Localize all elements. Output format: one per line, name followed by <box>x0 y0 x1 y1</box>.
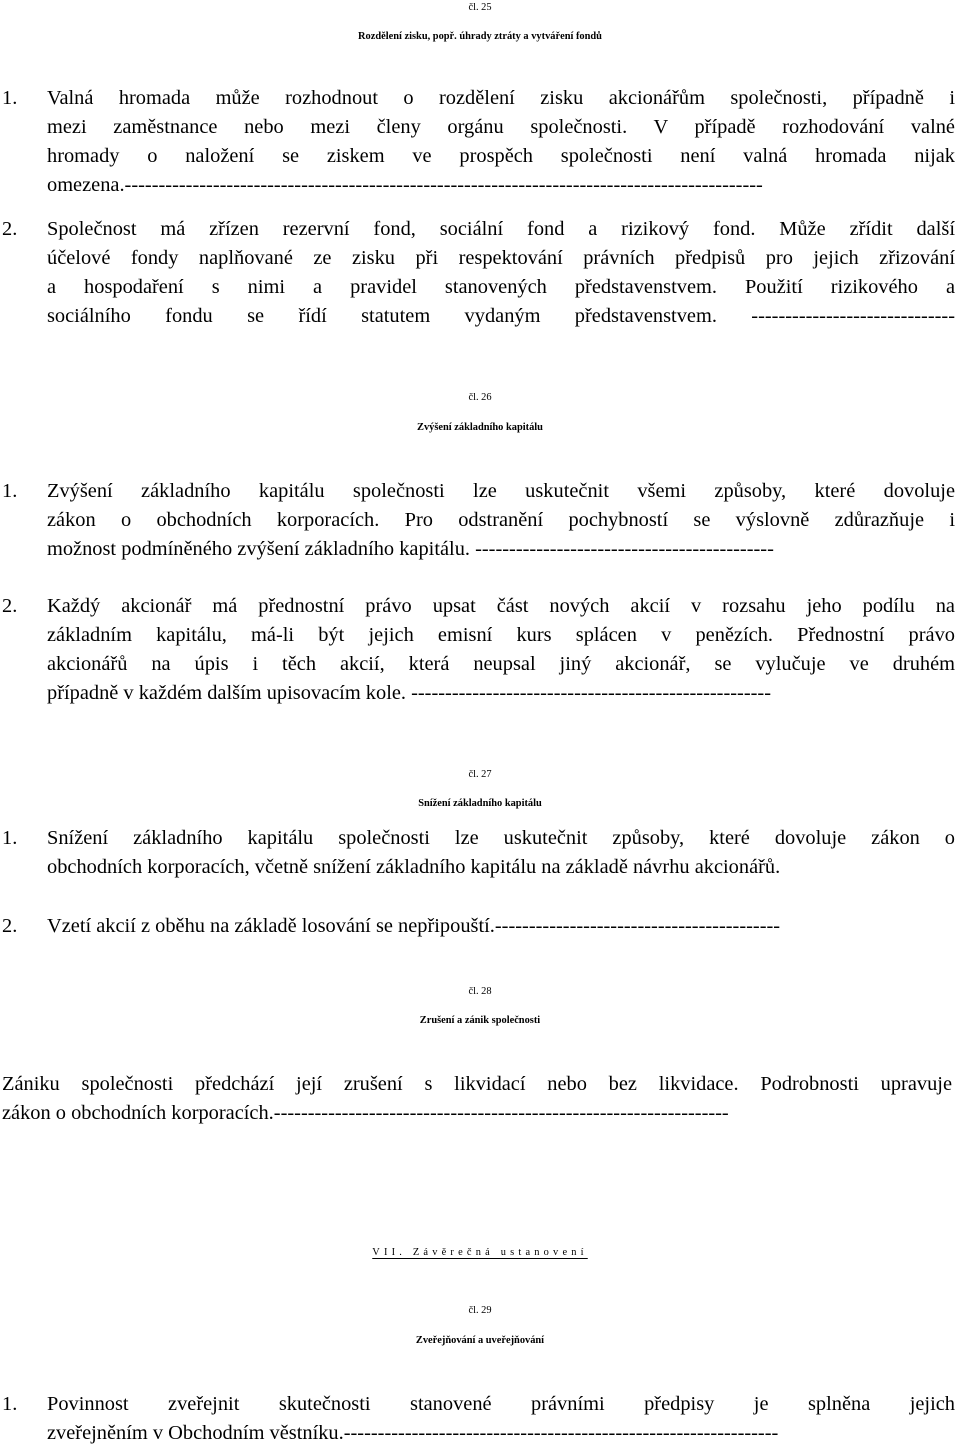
article-29-number: čl. 29 <box>468 1305 492 1316</box>
article-26-para-1-marker: 1. <box>2 480 18 502</box>
article-25-title: Rozdělení zisku, popř. úhrady ztráty a vytváření fondů <box>358 31 602 42</box>
article-27-number: čl. 27 <box>468 769 492 780</box>
article-26-para-2-marker: 2. <box>2 595 18 617</box>
article-26-para-1-line: Zvýšení základního kapitálu společnosti lze uskutečnit všemi způsoby, které dovoluje <box>47 480 955 502</box>
article-26-para-1-line: možnost podmíněného zvýšení základního kapitálu. -------------------------------------------- <box>47 538 774 560</box>
article-26-number: čl. 26 <box>468 392 492 403</box>
article-25-para-2-line: účelové fondy naplňované ze zisku při respektování právních předpisů pro jejich zřizování <box>47 247 955 269</box>
article-25-para-2-line: Společnost má zřízen rezervní fond, sociální fond a rizikový fond. Může zřídit další <box>47 218 955 240</box>
article-29-para-1-line: zveřejněním v Obchodním věstníku.---------------------------------------------------------------- <box>47 1422 779 1444</box>
article-27-title: Snížení základního kapitálu <box>418 798 542 809</box>
article-27-para-2-marker: 2. <box>2 915 18 937</box>
article-28-para-line: zákon o obchodních korporacích.------------------------------------------------------------------- <box>2 1102 729 1124</box>
article-25-number: čl. 25 <box>468 2 492 13</box>
article-25-para-1-line: Valná hromada může rozhodnout o rozdělení zisku akcionářům společnosti, případně i <box>47 87 955 109</box>
article-25-para-2-marker: 2. <box>2 218 18 240</box>
article-25-para-2-line: a hospodaření s nimi a pravidel stanovených představenstvem. Použití rizikového a <box>47 276 955 298</box>
article-25-para-1-line: mezi zaměstnance nebo mezi členy orgánu společnosti. V případě rozhodování valné <box>47 116 955 138</box>
article-29-para-1-line: Povinnost zveřejnit skutečnosti stanovené právními předpisy je splněna jejich <box>47 1393 955 1415</box>
article-26-para-2-line: akcionářů na úpis i těch akcií, která neupsal jiný akcionář, se vylučuje ve druhém <box>47 653 955 675</box>
article-26-para-2-line: případně v každém dalším upisovacím kole. ----------------------------------------------------- <box>47 682 771 704</box>
article-25-para-1-line: omezena.---------------------------------------------------------------------------------------------- <box>47 174 763 196</box>
article-28-title: Zrušení a zánik společnosti <box>419 1015 541 1026</box>
article-29-title: Zveřejňování a uveřejňování <box>415 1335 545 1346</box>
article-25-para-1-marker: 1. <box>2 87 18 109</box>
article-26-para-2-line: základním kapitálu, má-li být jejich emisní kurs splácen v penězích. Přednostní právo <box>47 624 955 646</box>
article-27-para-2-line: Vzetí akcií z oběhu na základě losování se nepřipouští.------------------------------------------ <box>47 915 781 937</box>
article-28-number: čl. 28 <box>468 986 492 997</box>
article-27-para-1-marker: 1. <box>2 827 18 849</box>
part-7-title: VII. Závěrečná ustanovení <box>372 1247 588 1258</box>
article-26-title: Zvýšení základního kapitálu <box>417 422 543 433</box>
article-26-para-2-line: Každý akcionář má přednostní právo upsat část nových akcií v rozsahu jeho podílu na <box>47 595 955 617</box>
article-27-para-1-line: Snížení základního kapitálu společnosti lze uskutečnit způsoby, které dovoluje zákon o <box>47 827 955 849</box>
article-28-para-line: Zániku společnosti předchází její zrušení s likvidací nebo bez likvidace. Podrobnosti upravuje <box>2 1073 952 1095</box>
article-25-para-2-line: sociálního fondu se řídí statutem vydaným představenstvem. ------------------------------ <box>47 305 955 327</box>
article-27-para-1-line: obchodních korporacích, včetně snížení základního kapitálu na základě návrhu akcionářů. <box>47 856 781 878</box>
article-26-para-1-line: zákon o obchodních korporacích. Pro odstranění pochybností se výslovně zdůrazňuje i <box>47 509 955 531</box>
article-29-para-1-marker: 1. <box>2 1393 18 1415</box>
article-25-para-1-line: hromady o naložení se ziskem ve prospěch společnosti není valná hromada nijak <box>47 145 955 167</box>
